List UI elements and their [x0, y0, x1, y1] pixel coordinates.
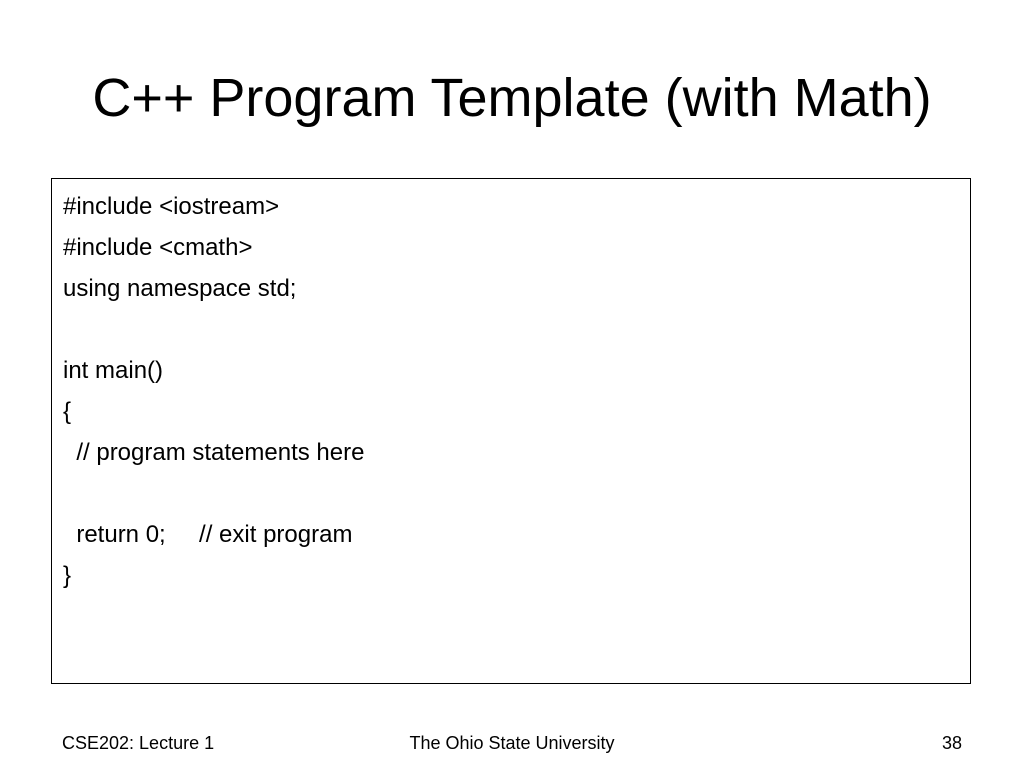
code-line: return 0; // exit program [63, 521, 353, 548]
code-box [51, 178, 971, 684]
code-line: { [63, 398, 72, 425]
code-line: } [63, 562, 72, 589]
footer-course: CSE202: Lecture 1 [62, 733, 215, 753]
code-line: int main() [63, 357, 164, 384]
code-line: #include <iostream> [63, 193, 280, 220]
code-line: using namespace std; [63, 275, 297, 302]
code-line: // program statements here [63, 439, 365, 466]
code-line-blank [63, 473, 970, 514]
footer-institution: The Ohio State University [409, 733, 615, 753]
slide-title: C++ Program Template (with Math) [92, 68, 932, 128]
code-line-blank [63, 309, 970, 350]
slide-number: 38 [941, 733, 962, 753]
code-line: #include <cmath> [63, 234, 253, 261]
